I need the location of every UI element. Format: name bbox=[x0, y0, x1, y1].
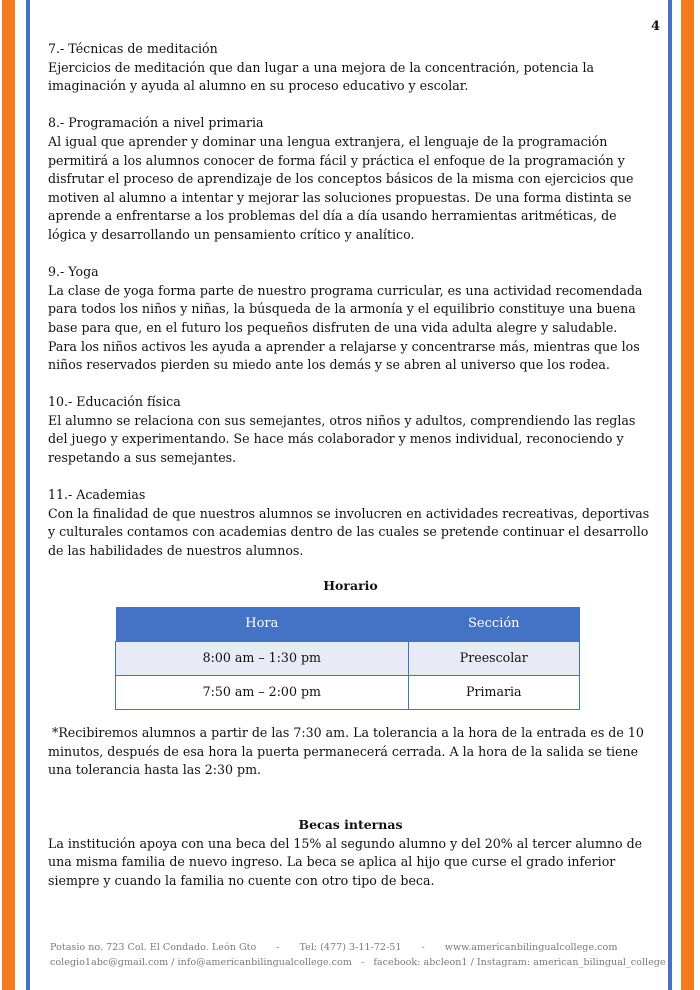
section-heading: 10.- Educación física bbox=[48, 394, 181, 410]
section-heading: 11.- Academias bbox=[48, 487, 146, 503]
section-heading: 8.- Programación a nivel primaria bbox=[48, 115, 264, 131]
table-cell: Preescolar bbox=[408, 642, 579, 676]
section-heading: 7.- Técnicas de meditación bbox=[48, 41, 218, 56]
footer-phone: Tel: (477) 3-11-72-51 bbox=[299, 942, 402, 953]
section-paragraph: Al igual que aprender y dominar una lengua extranjera, el lenguaje de la programación permitirá a los alumnos conocer de forma fácil y práctica el enfoque de la programación y disfrutar el proceso de aprendizaje de los conceptos básicos de la misma con ejercicios que motiven al alumno a intentar y mejorar las soluciones propuestas. De una forma distinta se aprende a enfrentarse a los problemas del día a día usando herramientas aritméticas, de lógica y desarrollando un pensamiento crítico y analítico. bbox=[48, 133, 634, 242]
footer-separator: - bbox=[421, 942, 425, 953]
footer-website[interactable]: www.americanbilingualcollege.com bbox=[444, 942, 618, 953]
page-footer bbox=[50, 940, 666, 970]
section-paragraph: Con la finalidad de que nuestros alumnos se involucren en actividades recreativas, deportivas y culturales contamos con academias dentro de las cuales se pretende continuar el desarrollo de las habilidades de nuestros alumnos. bbox=[48, 505, 650, 559]
column-header-hora: Hora bbox=[116, 607, 409, 642]
table-row bbox=[116, 676, 580, 710]
section-paragraph: El alumno se relaciona con sus semejantes, otros niños y adultos, comprendiendo las reglas del juego y experimentando. Se hace más colaborador y menos individual, reconociendo y respetando a sus semejantes. bbox=[48, 412, 636, 466]
footer-address: Potasio no. 723 Col. El Condado. León Gto bbox=[50, 942, 257, 953]
section-heading: 9.- Yoga bbox=[48, 264, 99, 280]
becas-title: Becas internas bbox=[298, 817, 403, 832]
schedule-note bbox=[48, 724, 653, 780]
section-paragraph: Para los niños activos les ayuda a aprender a relajarse y concentrarse más, mientras que los niños reservados pierden su miedo ante los demás y se abren al universo que los rodea. bbox=[48, 338, 640, 373]
becas-text: La institución apoya con una beca del 15% al segundo alumno y del 20% al tercer alumno de una misma familia de nuevo ingreso. La beca se aplica al hijo que curse el grado inferior siempre y cuando la familia no cuente con otro tipo de beca. bbox=[48, 835, 643, 888]
footer-line-1 bbox=[50, 940, 650, 955]
left-stripe-blue bbox=[26, 0, 30, 990]
column-header-seccion: Sección bbox=[408, 607, 579, 642]
table-cell: Primaria bbox=[408, 676, 579, 710]
table-header-row bbox=[116, 607, 580, 642]
page-number: 4 bbox=[650, 19, 660, 34]
section-programacion bbox=[48, 114, 653, 244]
schedule-table bbox=[115, 607, 580, 710]
section-yoga bbox=[48, 263, 653, 375]
table-cell: 7:50 am – 2:00 pm bbox=[116, 676, 409, 710]
section-meditacion bbox=[48, 40, 653, 96]
right-stripe-orange bbox=[681, 0, 694, 990]
note-text: *Recibiremos alumnos a partir de las 7:30 am. La tolerancia a la hora de la entrada es de 10 minutos, después de esa hora la puerta permanecerá cerrada. A la hora de la salida se tiene una tolerancia hasta las 2:30 pm. bbox=[48, 725, 648, 778]
section-paragraph: La clase de yoga forma parte de nuestro programa curricular, es una actividad recomendada para todos los niños y niñas, la búsqueda de la armonía y el equilibrio constituye una buena base para que, en el futuro los pequeños disfruten de una vida adulta alegre y saludable. bbox=[48, 282, 643, 335]
table-cell: 8:00 am – 1:30 pm bbox=[116, 642, 409, 676]
table-row bbox=[116, 642, 580, 676]
section-paragraph: Ejercicios de meditación que dan lugar a una mejora de la concentración, potencia la imaginación y ayuda al alumno en su proceso educativo y escolar. bbox=[48, 59, 595, 94]
footer-line-2: colegio1abc@gmail.com / info@americanbilingualcollege.com - facebook: abcleon1 / Instagram: american_bilingual_college bbox=[50, 957, 666, 968]
section-educacion-fisica bbox=[48, 393, 653, 467]
page-content bbox=[48, 40, 653, 890]
left-stripe-orange bbox=[2, 0, 15, 990]
right-stripe-blue bbox=[668, 0, 672, 990]
schedule-title: Horario bbox=[323, 577, 378, 593]
footer-separator: - bbox=[276, 942, 280, 953]
section-academias bbox=[48, 486, 653, 560]
